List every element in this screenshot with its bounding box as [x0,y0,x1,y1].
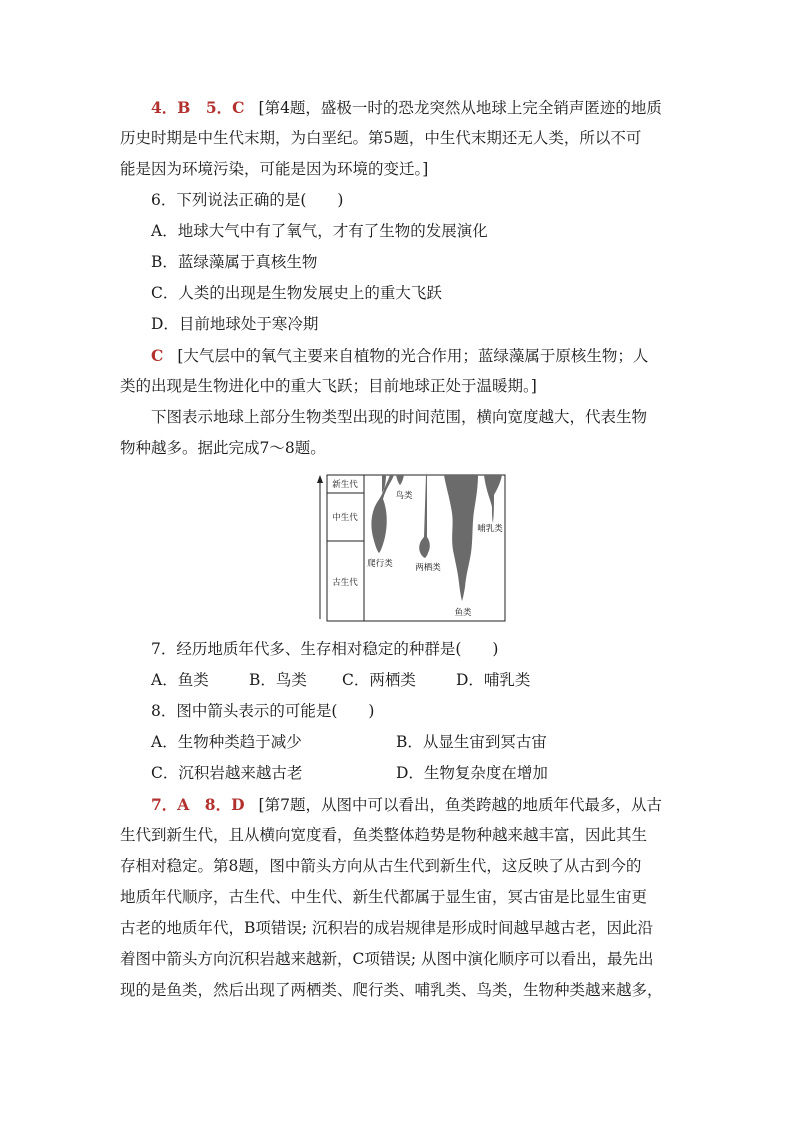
label-fish: 鱼类 [454,608,472,618]
answer-7-8-key: 7．A 8．D [151,795,245,814]
answer-4-5-key: 4．B 5．C [151,98,245,117]
question-6-option-c: C．人类的出现是生物发展史上的重大飞跃 [151,284,442,302]
time-arrow-head-icon [317,475,323,483]
answer-4-5-line-1: 4．B 5．C [第4题，盛极一时的恐龙突然从地球上完全销声匿迹的地质 [151,98,662,117]
question-6-stem: 6．下列说法正确的是( ) [151,191,344,209]
evolution-figure-svg [316,473,506,623]
answer-7-8-line-6: 着图中箭头方向沉积岩越来越新，C项错误; 从图中演化顺序可以看出，最先出 [120,950,654,968]
label-amphibians: 两栖类 [415,563,441,573]
question-8-option-d: D．生物复杂度在增加 [396,764,548,782]
answer-6-line-1: C [大气层中的氧气主要来自植物的光合作用；蓝绿藻属于原核生物；人 [151,346,649,365]
answer-7-8-line-4: 地质年代顺序，古生代、中生代、新生代都属于显生宙，冥古宙是比显生宙更 [120,888,648,906]
answer-6-key: C [151,346,164,365]
intro-line-1: 下图表示地球上部分生物类型出现的时间范围，横向宽度越大，代表生物 [151,408,648,426]
label-reptiles: 爬行类 [367,559,393,569]
answer-7-8-line-7: 现的是鱼类，然后出现了两栖类、爬行类、哺乳类、鸟类，生物种类越来越多， [120,981,663,999]
answer-4-5-line-2: 历史时期是中生代末期，为白垩纪。第5题，中生代末期还无人类，所以不可 [120,129,642,147]
answer-7-8-line-2: 生代到新生代，且从横向宽度看，鱼类整体趋势是物种越来越丰富，因此其生 [120,826,648,844]
question-7-option-d: D．哺乳类 [456,671,531,689]
answer-7-8-line-5: 古老的地质年代，B项错误; 沉积岩的成岩规律是形成时间越早越古老，因此沿 [120,919,654,937]
answer-7-8-line-1: 7．A 8．D [第7题，从图中可以看出，鱼类跨越的地质年代最多，从古 [151,795,662,814]
question-6-option-d: D．目前地球处于寒冷期 [151,315,319,333]
question-6-option-a: A．地球大气中有了氧气，才有了生物的发展演化 [151,222,488,240]
fish-shape [444,475,478,601]
amphibians-shape [419,475,430,558]
question-7-stem: 7．经历地质年代多、生存相对稳定的种群是( ) [151,640,499,658]
era-label-cenozoic: 新生代 [332,480,358,490]
question-8-option-c: C．沉积岩越来越古老 [151,764,303,782]
label-mammals: 哺乳类 [477,524,503,534]
question-8-option-b: B．从显生宙到冥古宙 [396,733,547,751]
question-7-option-c: C．两栖类 [342,671,416,689]
answer-6-line-2: 类的出现是生物进化中的重大飞跃；目前地球正处于温暖期。] [120,377,537,395]
answer-4-5-line-3: 能是因为环境污染，可能是因为环境的变迁。] [120,160,429,178]
reptiles-shape [371,475,394,553]
question-8-stem: 8．图中箭头表示的可能是( ) [151,702,375,720]
figure-frame [327,475,505,621]
question-7-option-b: B．鸟类 [249,671,307,689]
evolution-figure [316,473,506,623]
question-8-option-a: A．生物种类趋于减少 [151,733,302,751]
answer-7-8-line-3: 存相对稳定。第8题，图中箭头方向从古生代到新生代，这反映了从古到今的 [120,857,642,875]
mammals-shape [484,475,502,523]
question-7-option-a: A．鱼类 [151,671,209,689]
era-label-paleozoic: 古生代 [332,578,358,588]
era-label-mesozoic: 中生代 [332,513,358,523]
birds-shape [396,475,404,485]
question-6-option-b: B．蓝绿藻属于真核生物 [151,253,318,271]
intro-line-2: 物种越多。据此完成7～8题。 [120,439,326,457]
label-birds: 鸟类 [395,491,413,501]
